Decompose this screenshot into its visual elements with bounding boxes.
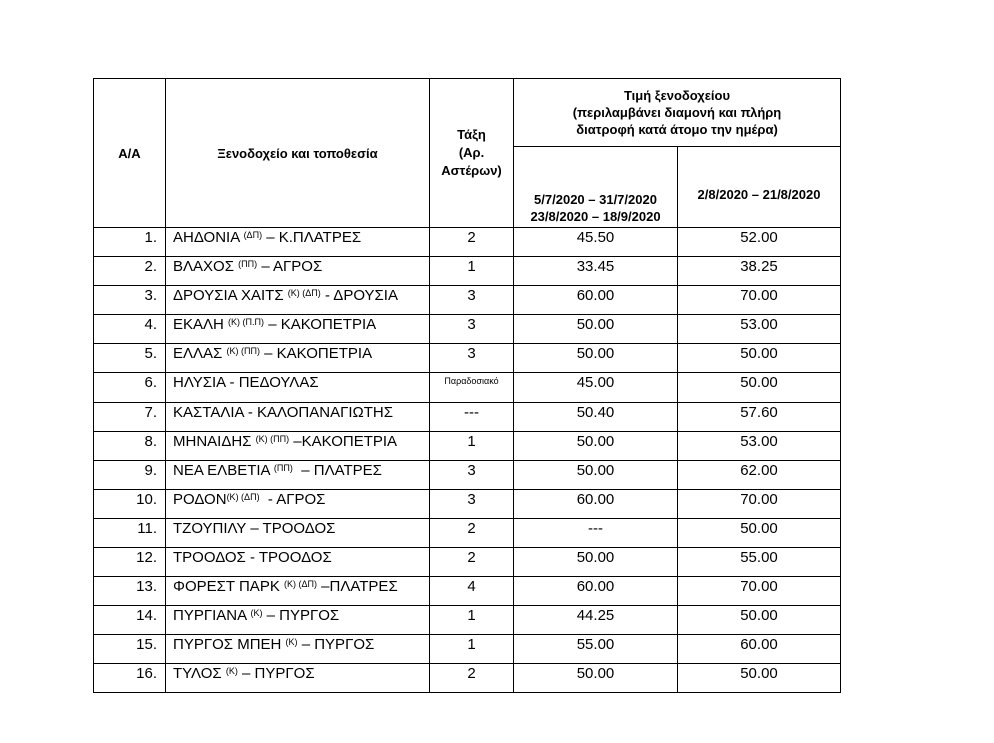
hotel-name: ΠΥΡΓΟΣ ΜΠΕΗ $^{(K)}$ – ΠΥΡΓΟΣ <box>166 635 430 664</box>
table-body <box>94 228 841 693</box>
price-period-1: 45.50 <box>514 228 678 257</box>
row-number: 7. <box>94 403 166 432</box>
header-period-1: 5/7/2020 – 31/7/2020 23/8/2020 – 18/9/2020 <box>514 147 678 228</box>
hotel-name: ΑΗΔΟΝΙΑ $^{(\Delta\Pi)}$ – Κ.ΠΛΑΤΡΕΣ <box>166 228 430 257</box>
price-period-1: 50.00 <box>514 432 678 461</box>
price-period-2: 52.00 <box>678 228 841 257</box>
table-row <box>94 490 841 519</box>
price-period-1: 33.45 <box>514 257 678 286</box>
hotel-class: 2 <box>430 519 514 548</box>
price-period-1: 60.00 <box>514 286 678 315</box>
price-period-2: 55.00 <box>678 548 841 577</box>
hotel-class: 2 <box>430 228 514 257</box>
price-period-1: --- <box>514 519 678 548</box>
row-number: 9. <box>94 461 166 490</box>
row-number: 4. <box>94 315 166 344</box>
price-period-1: 50.00 <box>514 548 678 577</box>
hotel-class: 1 <box>430 606 514 635</box>
price-period-1: 60.00 <box>514 490 678 519</box>
row-number: 11. <box>94 519 166 548</box>
row-number: 15. <box>94 635 166 664</box>
row-number: 3. <box>94 286 166 315</box>
table-row <box>94 228 841 257</box>
hotel-class: 1 <box>430 432 514 461</box>
hotel-class: --- <box>430 403 514 432</box>
hotel-name: ΤΥΛΟΣ $^{(K)}$ – ΠΥΡΓΟΣ <box>166 664 430 693</box>
price-period-2: 57.60 <box>678 403 841 432</box>
price-period-2: 70.00 <box>678 577 841 606</box>
table-row <box>94 257 841 286</box>
row-number: 13. <box>94 577 166 606</box>
hotel-name: ΦΟΡΕΣΤ ΠΑΡΚ $^{(K) (\Delta\Pi)}$ –ΠΛΑΤΡΕΣ <box>166 577 430 606</box>
table-row <box>94 635 841 664</box>
hotel-name: ΜΗΝΑΙΔΗΣ $^{(K) (\Pi\Pi)}$ –ΚΑΚΟΠΕΤΡΙΑ <box>166 432 430 461</box>
hotel-name: ΕΛΛΑΣ $^{(K) (\Pi\Pi)}$ – ΚΑΚΟΠΕΤΡΙΑ <box>166 344 430 373</box>
table-row <box>94 519 841 548</box>
price-period-2: 50.00 <box>678 664 841 693</box>
hotel-class: 1 <box>430 635 514 664</box>
table-row <box>94 548 841 577</box>
hotel-class: 3 <box>430 344 514 373</box>
table-row <box>94 606 841 635</box>
price-period-1: 50.00 <box>514 344 678 373</box>
hotel-class: 2 <box>430 548 514 577</box>
row-number: 12. <box>94 548 166 577</box>
hotel-name: ΤΖΟΥΠΙΛΥ – ΤΡΟΟΔΟΣ <box>166 519 430 548</box>
price-period-2: 62.00 <box>678 461 841 490</box>
hotel-name: ΒΛΑΧΟΣ $^{(\Pi\Pi)}$ – ΑΓΡΟΣ <box>166 257 430 286</box>
hotel-class: 2 <box>430 664 514 693</box>
hotel-class: 3 <box>430 315 514 344</box>
price-period-1: 60.00 <box>514 577 678 606</box>
price-period-2: 50.00 <box>678 606 841 635</box>
row-number: 5. <box>94 344 166 373</box>
price-period-2: 50.00 <box>678 373 841 403</box>
header-aa: Α/Α <box>94 79 166 228</box>
hotel-class: 4 <box>430 577 514 606</box>
table-row <box>94 403 841 432</box>
price-period-2: 53.00 <box>678 432 841 461</box>
header-class: Τάξη (Αρ. Αστέρων) <box>430 79 514 228</box>
price-period-1: 44.25 <box>514 606 678 635</box>
hotel-name: ΕΚΑΛΗ $^{(K) (\Pi.\Pi)}$ – ΚΑΚΟΠΕΤΡΙΑ <box>166 315 430 344</box>
price-period-1: 45.00 <box>514 373 678 403</box>
table-row <box>94 286 841 315</box>
row-number: 14. <box>94 606 166 635</box>
table-row <box>94 315 841 344</box>
price-period-1: 50.00 <box>514 461 678 490</box>
hotel-class: Παραδοσιακό <box>430 373 514 403</box>
table-row <box>94 461 841 490</box>
price-period-2: 50.00 <box>678 519 841 548</box>
price-period-2: 53.00 <box>678 315 841 344</box>
hotel-class: 3 <box>430 461 514 490</box>
price-period-1: 50.00 <box>514 664 678 693</box>
hotel-name: ΗΛΥΣΙΑ - ΠΕΔΟΥΛΑΣ <box>166 373 430 403</box>
price-period-2: 70.00 <box>678 490 841 519</box>
hotel-class: 3 <box>430 490 514 519</box>
hotel-name: ΝΕΑ ΕΛΒΕΤΙΑ $^{(\Pi\Pi)}$ – ΠΛΑΤΡΕΣ <box>166 461 430 490</box>
header-period-2: 2/8/2020 – 21/8/2020 <box>678 147 841 228</box>
price-period-2: 60.00 <box>678 635 841 664</box>
header-price-title: Τιμή ξενοδοχείου (περιλαμβάνει διαμονή και πλήρη διατροφή κατά άτομο την ημέρα) <box>514 79 841 147</box>
row-number: 8. <box>94 432 166 461</box>
hotel-name: ΚΑΣΤΑΛΙΑ - ΚΑΛΟΠΑΝΑΓΙΩΤΗΣ <box>166 403 430 432</box>
hotel-name: $PO\Delta ON^{(K) (\Delta\Pi)}$ - ΑΓΡΟΣ <box>166 490 430 519</box>
hotel-price-table <box>93 78 841 693</box>
price-period-2: 38.25 <box>678 257 841 286</box>
price-period-1: 55.00 <box>514 635 678 664</box>
row-number: 10. <box>94 490 166 519</box>
row-number: 1. <box>94 228 166 257</box>
table-row <box>94 664 841 693</box>
header-hotel: Ξενοδοχείο και τοποθεσία <box>166 79 430 228</box>
table-row <box>94 344 841 373</box>
table-row <box>94 577 841 606</box>
table-row <box>94 373 841 403</box>
hotel-name: ΤΡΟΟΔΟΣ - ΤΡΟΟΔΟΣ <box>166 548 430 577</box>
hotel-class: 3 <box>430 286 514 315</box>
table-row <box>94 432 841 461</box>
row-number: 6. <box>94 373 166 403</box>
row-number: 2. <box>94 257 166 286</box>
price-period-2: 50.00 <box>678 344 841 373</box>
price-period-1: 50.40 <box>514 403 678 432</box>
price-period-1: 50.00 <box>514 315 678 344</box>
price-period-2: 70.00 <box>678 286 841 315</box>
row-number: 16. <box>94 664 166 693</box>
hotel-class: 1 <box>430 257 514 286</box>
hotel-name: ΠΥΡΓΙΑΝΑ $^{(K)}$ – ΠΥΡΓΟΣ <box>166 606 430 635</box>
hotel-name: ΔΡΟΥΣΙΑ ΧΑΙΤΣ $^{(K) (\Delta\Pi)}$ - ΔΡΟΥΣΙΑ <box>166 286 430 315</box>
